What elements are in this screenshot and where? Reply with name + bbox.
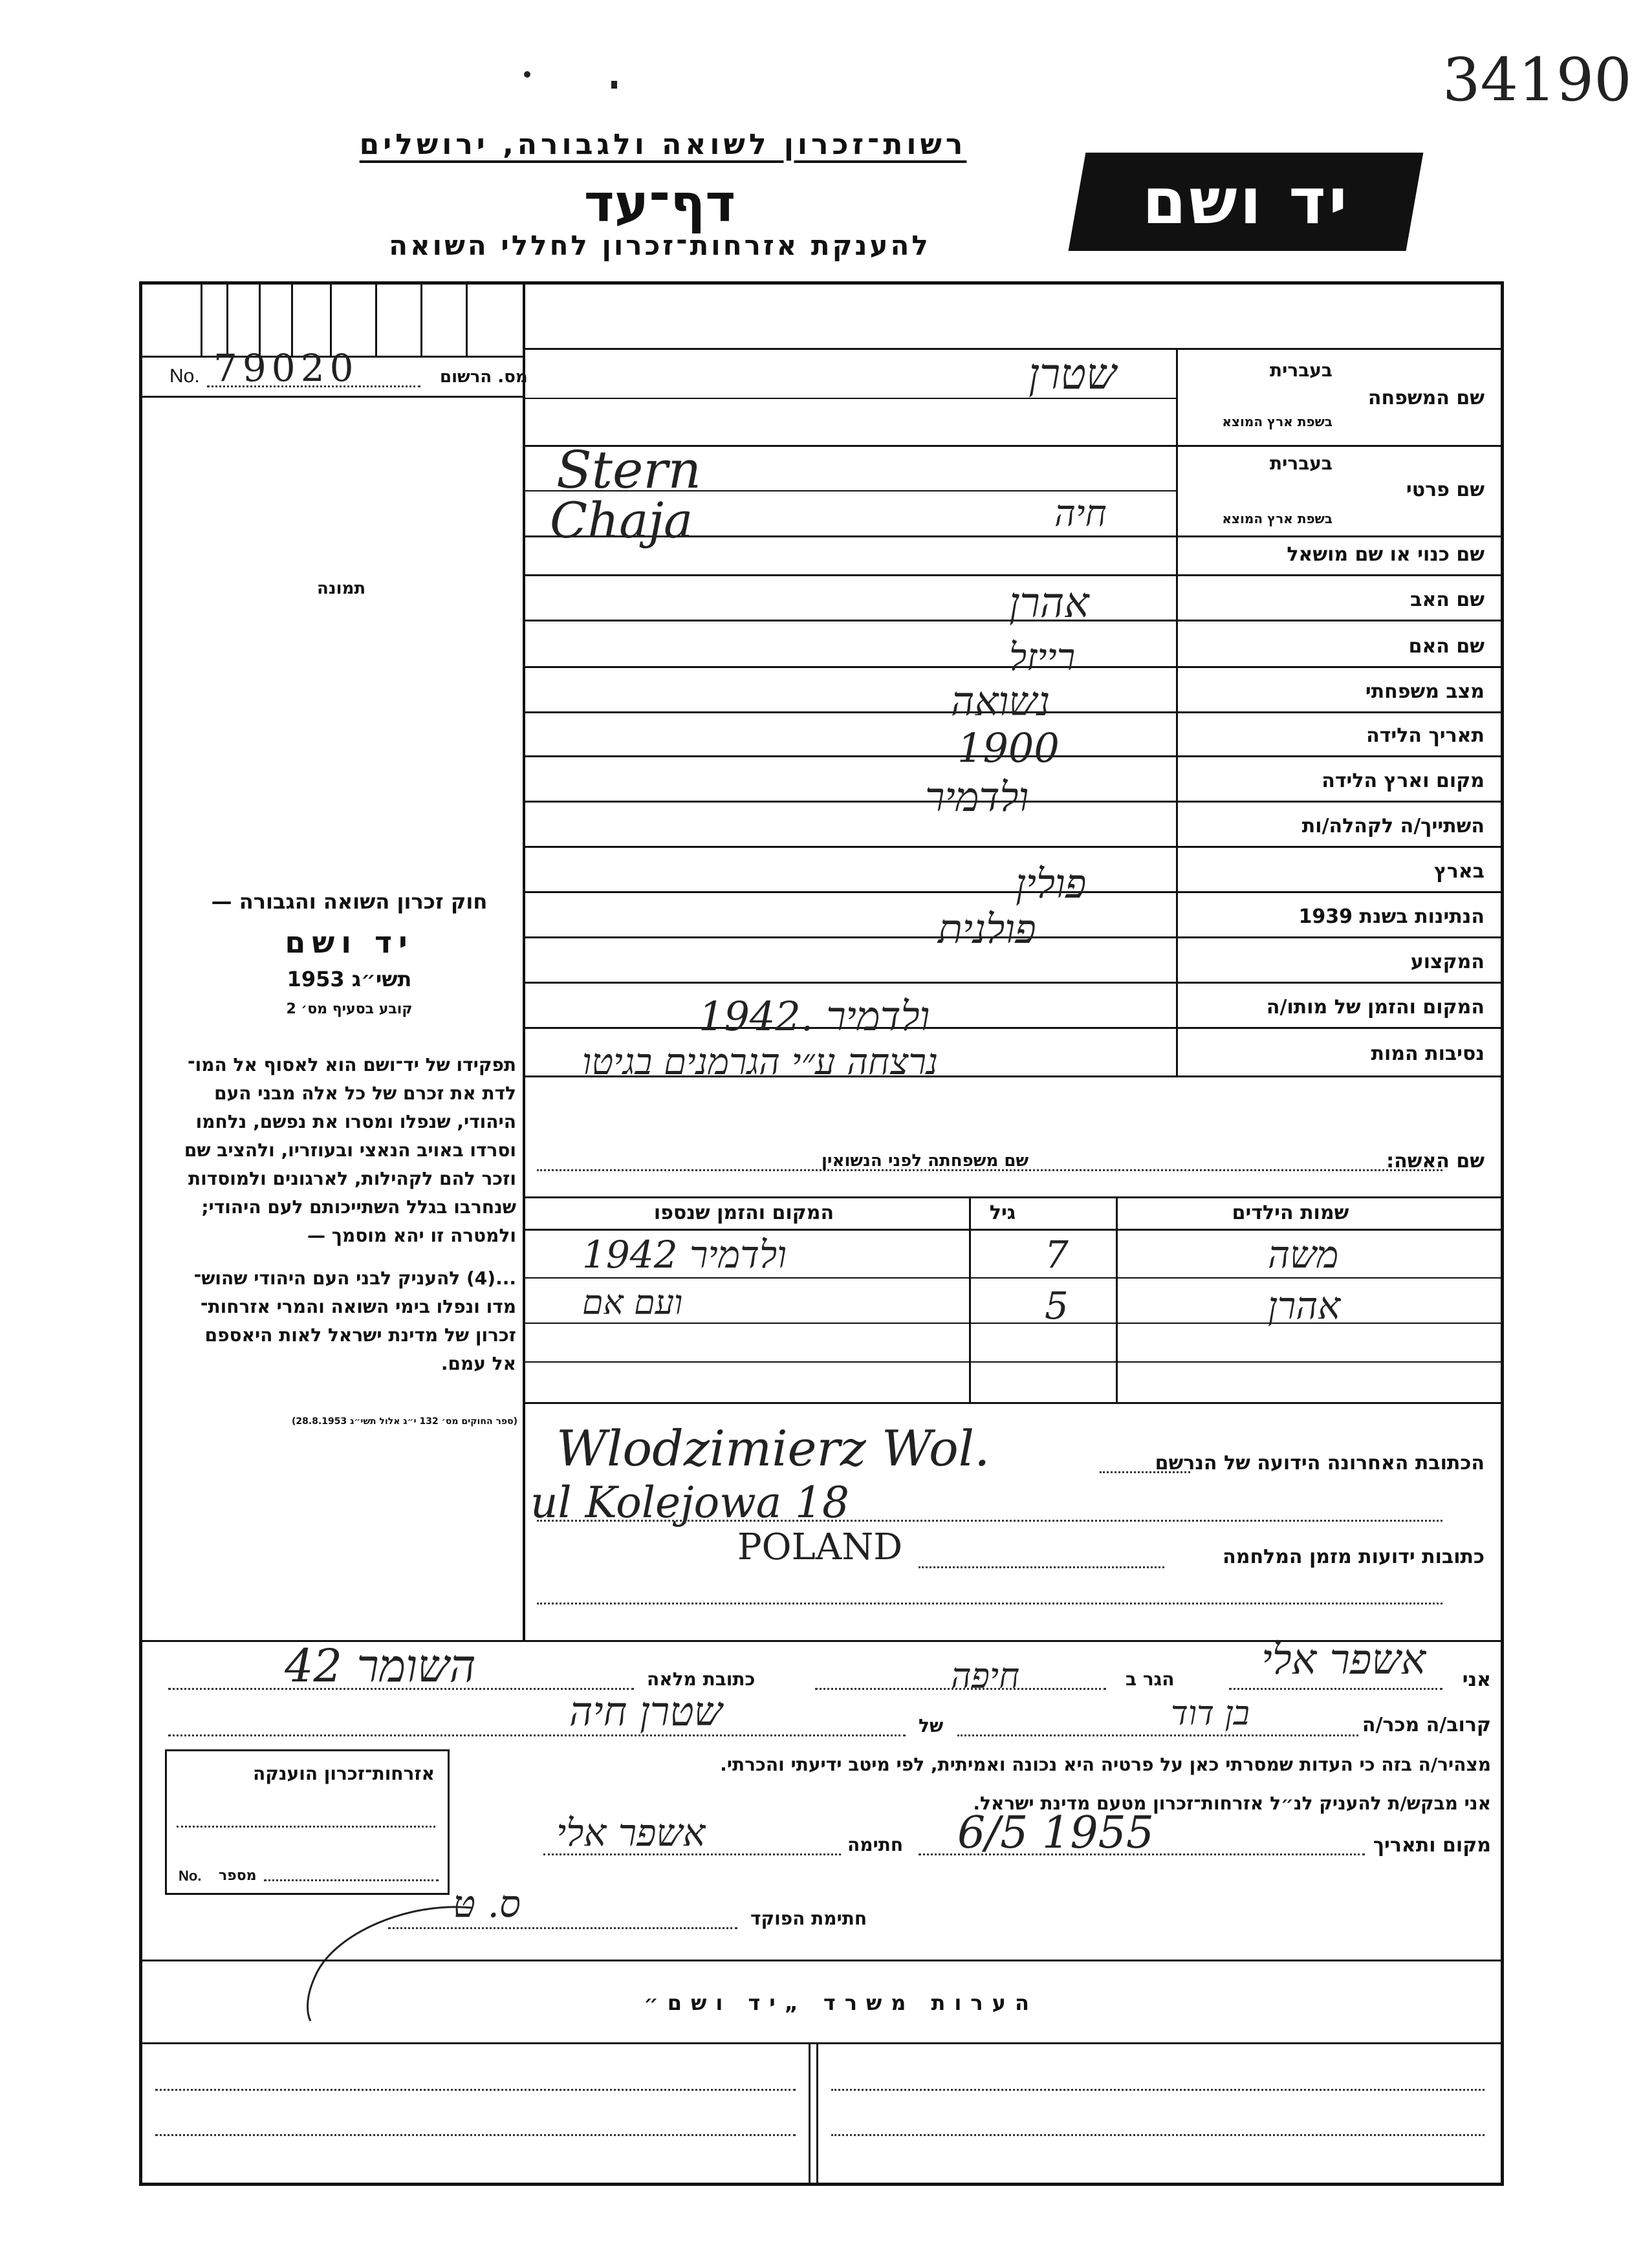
children-col-divider [969, 1196, 971, 1403]
mother-label: שם האם [1408, 635, 1485, 658]
of-label: של [919, 1715, 944, 1736]
place-date-dotline [919, 1853, 1365, 1855]
resides-value: חיפה [951, 1656, 1020, 1696]
declarant-ani: אני [1462, 1669, 1491, 1691]
officer-sig-value: ס. ט [453, 1882, 521, 1926]
child-age: 5 [1045, 1284, 1069, 1328]
law-text-line: לדת את זכרם של כל אלה מבני העם [214, 1083, 516, 1104]
children-row-line [523, 1323, 1501, 1324]
signature-dotline [543, 1853, 841, 1855]
notes-dotline [831, 2089, 1485, 2091]
last-address-value-2: ul Kolejowa 18 [530, 1478, 850, 1528]
relation-dotline [957, 1734, 1358, 1736]
corner-number: 34190 [1442, 45, 1632, 114]
law-text-line: היהודי, שנפלו ומסרו את נפשם, נלחמו [195, 1111, 516, 1132]
citizenship-value: פולנית [938, 905, 1036, 953]
law-name: יד ושם [285, 925, 414, 960]
first-name-label: שם פרטי [1406, 479, 1485, 501]
wartime-address-value: POLAND [737, 1526, 903, 1568]
speck-mark [524, 71, 530, 78]
row-line [523, 348, 1501, 350]
law-text-line: ולמטרה זו יהא מוסמך — [307, 1225, 516, 1246]
children-names-header: שמות הילדים [1232, 1202, 1349, 1224]
family-origin-lang-label: בשפת ארץ המוצא [1222, 414, 1333, 429]
photo-label: תמונה [317, 579, 366, 598]
death-place-time-label: המקום והזמן של מותו/ה [1266, 996, 1485, 1019]
row-line [523, 1196, 1501, 1198]
mother-value: רייזל [1009, 635, 1076, 679]
notes-dotline [155, 2089, 796, 2091]
community-label: השתייך/ה לקהלה/ות [1301, 815, 1485, 837]
row-line [523, 982, 1501, 984]
relation-value: בן דוד [1171, 1694, 1250, 1733]
first-in-hebrew-label: בעברית [1269, 453, 1333, 474]
marital-label: מצב משפחתי [1365, 680, 1485, 703]
full-address-value: השומר 42 [285, 1639, 476, 1692]
registration-label: מס. הרשום [440, 367, 528, 387]
notes-col-divider [809, 2042, 811, 2186]
birth-place-label: מקום וארץ הלידה [1322, 770, 1485, 792]
declarant-name-dotline [1229, 1688, 1442, 1690]
citizenship-number-label: מספר [219, 1868, 257, 1884]
father-label: שם האב [1410, 589, 1485, 611]
last-address-label: הכתובת האחרונה הידועה של הנרשם [1155, 1452, 1485, 1474]
of-value: שטרן חיה [569, 1688, 723, 1735]
last-address-value: Wlodzimierz Wol. [556, 1420, 990, 1477]
child-name: משה [1268, 1233, 1339, 1277]
first-origin-lang-label: בשפת ארץ המוצא [1222, 511, 1333, 526]
death-cause-value: נרצחה ע״י הגרמנים בגיטו [582, 1041, 939, 1083]
full-address-label: כתובת מלאה [647, 1669, 756, 1690]
family-in-hebrew-label: בעברית [1269, 360, 1333, 381]
profession-label: המקצוע [1410, 951, 1485, 973]
registration-no-label: No. [169, 365, 200, 387]
birth-date-value: 1900 [957, 724, 1060, 772]
of-dotline [168, 1734, 906, 1736]
law-title: חוק זכרון השואה והגבורה — [211, 889, 488, 914]
yad-vashem-logo [1069, 153, 1424, 251]
wartime-address-label: כתובות ידועות מזמן המלחמה [1223, 1546, 1485, 1568]
citizenship-box [165, 1749, 450, 1895]
left-column-divider [523, 283, 525, 1640]
form-subtitle: להענקת אזרחות־זכרון לחללי השואה [389, 230, 931, 261]
country-label: בארץ [1433, 860, 1485, 883]
citizenship-box-title: אזרחות־זכרון הוענקה [253, 1763, 435, 1784]
father-value: אהרן [1009, 579, 1089, 627]
death-cause-label: נסיבות המות [1371, 1042, 1485, 1065]
children-header-line [523, 1229, 1501, 1231]
law-text-line: ...(4) להעניק לבני העם היהודי שהוש־ [193, 1268, 516, 1289]
first-name-hebrew-value: חיה [1054, 493, 1107, 535]
child-place-time: 1942 ולדמיר [582, 1233, 787, 1277]
marital-value: נשואה [951, 678, 1050, 725]
country-value: פולין [1016, 860, 1087, 907]
authority-line: רשות־זכרון לשואה ולגבורה, ירושלים [359, 128, 967, 161]
children-row-line [523, 1361, 1501, 1363]
wartime-dotline [919, 1566, 1164, 1568]
first-name-origin-value: Chaja [550, 491, 693, 549]
row-line [523, 574, 1501, 576]
family-name-hebrew-value: שטרן [1028, 349, 1116, 399]
child-name: אהרן [1268, 1284, 1341, 1328]
full-address-dotline [168, 1688, 634, 1690]
law-text-line: מדו ונפלו בימי השואה והמרי אזרחות־ [200, 1296, 516, 1317]
law-text-line: זכרון של מדינת ישראל לאות היאספם [204, 1324, 516, 1346]
left-reg-bottom-line [142, 396, 523, 398]
law-clause: קובע בסעיף מס׳ 2 [286, 1001, 413, 1017]
signature-value: אשפר אלי [556, 1811, 706, 1855]
address-dotline [537, 1603, 1442, 1604]
law-text-line: וסרדו באויב הנאצי ובעוזריו, ולהציב שם [184, 1139, 516, 1161]
declaration-line-1: מצהיר/ה בזה כי העדות שמסרתי כאן על פרטיה היא נכונה ואמיתית, לפי מיטב ידיעתי והכרתי. [720, 1754, 1491, 1775]
law-text-line: שנחרבו בגלל השתייכותם לעם היהודי; [201, 1196, 516, 1218]
law-text-line: וזכר להם לקהילות, לארגונים ולמוסדות [188, 1168, 516, 1189]
speck-mark [611, 81, 617, 89]
row-line [523, 1027, 1501, 1029]
law-text-block-1 [175, 1051, 516, 1250]
place-date-label: מקום ותאריך [1373, 1834, 1491, 1857]
officer-sig-label: חתימת הפוקד [750, 1908, 867, 1929]
children-row-line [523, 1402, 1501, 1404]
citizenship-number-dotline [264, 1879, 439, 1881]
law-source: (ספר החוקים מס׳ 132 י״ג אלול תשי״ג 28.8.1953) [292, 1416, 517, 1427]
form-title: דף־עד [583, 173, 736, 233]
family-name-origin-value: Stern [556, 440, 702, 500]
law-year: תשי״ג 1953 [287, 967, 412, 991]
notes-top-line [142, 1960, 1501, 1961]
registration-number: 79020 [213, 346, 359, 390]
maiden-name-label: שם משפחתה לפני הנשואין [821, 1151, 1029, 1171]
birth-place-value: ולדמיר [925, 773, 1029, 821]
citizenship-no-label: No. [179, 1868, 202, 1884]
signature-label: חתימה [847, 1834, 904, 1855]
law-text-line: אל עמם. [441, 1353, 516, 1374]
office-notes-title: הערות משרד „יד ושם״ [644, 1991, 1038, 2015]
notes-header-line [142, 2042, 1501, 2044]
children-row-line [523, 1277, 1501, 1279]
citizenship-label: הנתינות בשנת 1939 [1298, 905, 1485, 928]
top-strip-cells [142, 285, 523, 356]
resides-dotline [815, 1688, 1106, 1690]
logo-text: יד ושם [1142, 165, 1350, 239]
death-place-time-value: 1942. ולדמיר [699, 993, 930, 1040]
declarant-name-value: אשפר אלי [1261, 1636, 1426, 1684]
notes-dotline [831, 2134, 1485, 2136]
children-age-header: גיל [989, 1202, 1016, 1224]
citizenship-box-dotline [177, 1826, 435, 1828]
child-place-time: ועם אם [582, 1284, 683, 1323]
birth-date-label: תאריך הלידה [1366, 724, 1485, 747]
registration-dotline [207, 385, 420, 387]
resides-label: הגר ב [1126, 1669, 1175, 1690]
notes-dotline [155, 2134, 796, 2136]
row-line [523, 846, 1501, 848]
nickname-label: שם כנוי או שם מושאל [1287, 543, 1485, 566]
declaration-line-2: אני מבקש/ת להעניק לנ״ל אזרחות־זכרון מטעם מדינת ישראל. [973, 1793, 1491, 1814]
place-date-value: 6/5 1955 [957, 1808, 1155, 1859]
children-place-header: המקום והזמן שנספו [653, 1202, 834, 1224]
children-col-divider [1116, 1196, 1118, 1403]
child-age: 7 [1045, 1233, 1069, 1277]
notes-col-divider [816, 2042, 818, 2186]
relation-label: קרוב/ה מכר/ה [1362, 1714, 1491, 1736]
law-text-line: תפקידו של יד־ושם הוא לאסוף אל המו־ [188, 1054, 516, 1075]
family-name-label: שם המשפחה [1367, 387, 1485, 409]
law-text-block-2 [175, 1264, 516, 1378]
address-dotline [537, 1520, 1442, 1522]
row-line [523, 891, 1501, 893]
wife-label: שם האשה: [1386, 1150, 1485, 1172]
